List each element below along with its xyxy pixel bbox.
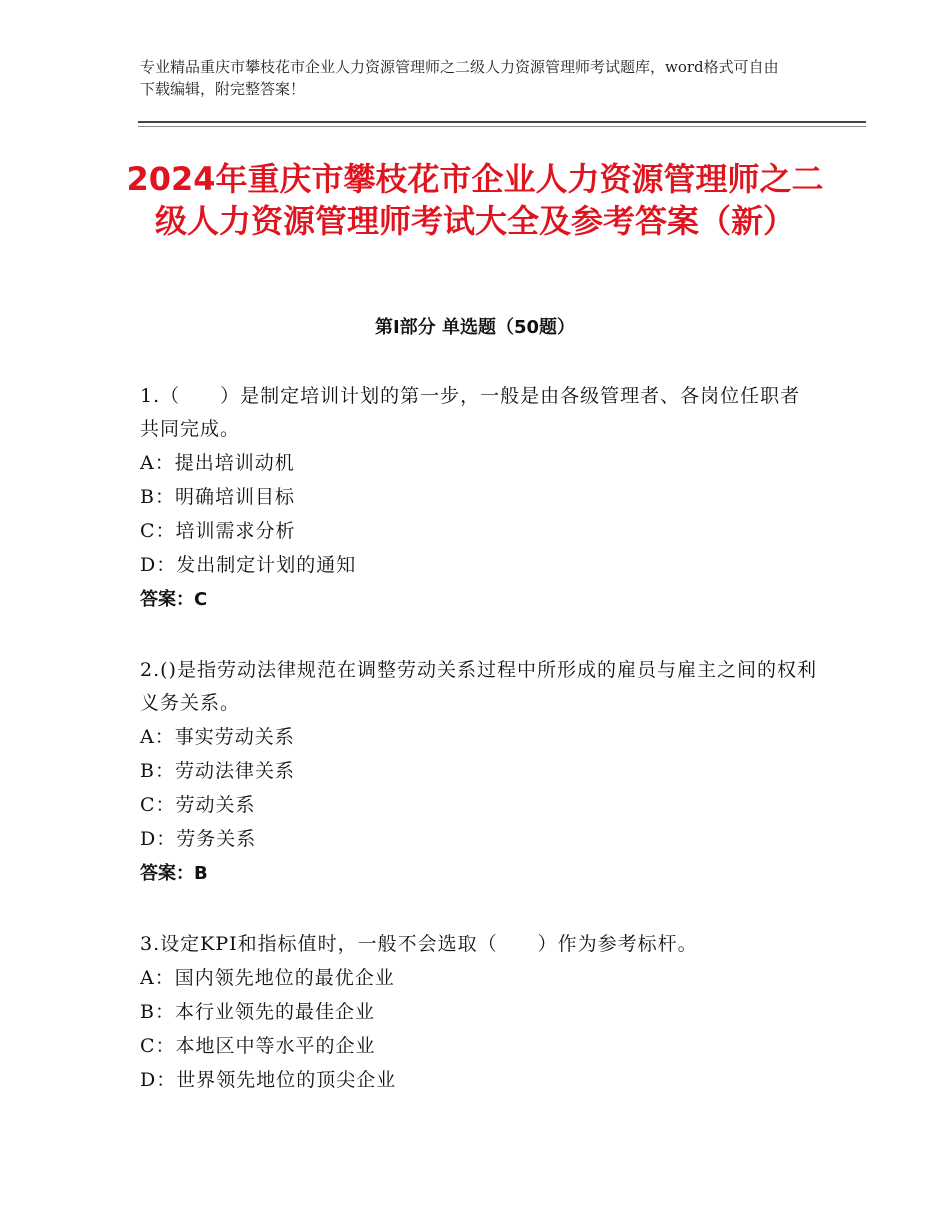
option-c: C：本地区中等水平的企业 <box>140 1035 376 1057</box>
question-stem: 2.()是指劳动法律规范在调整劳动关系过程中所形成的雇员与雇主之间的权利义务关系。 <box>140 659 817 714</box>
header-divider <box>138 121 866 123</box>
answer: 答案：B <box>140 863 208 884</box>
question-stem: 3.设定KPI和指标值时，一般不会选取（ ）作为参考标杆。 <box>140 933 698 955</box>
option-b: B：本行业领先的最佳企业 <box>140 1001 375 1023</box>
option-a: A：提出培训动机 <box>140 452 295 474</box>
header-note: 专业精品重庆市攀枝花市企业人力资源管理师之二级人力资源管理师考试题库，word格式可自由下载编辑，附完整答案！ <box>140 58 779 98</box>
option-c: C：培训需求分析 <box>140 520 296 542</box>
option-d: D：世界领先地位的顶尖企业 <box>140 1069 397 1091</box>
option-b: B：明确培训目标 <box>140 486 295 508</box>
option-a: A：事实劳动关系 <box>140 726 295 748</box>
option-b: B：劳动法律关系 <box>140 760 295 782</box>
header-divider-thin <box>138 126 866 127</box>
option-a: A：国内领先地位的最优企业 <box>140 967 395 989</box>
option-c: C：劳动关系 <box>140 794 256 816</box>
question-3 <box>140 928 820 1097</box>
question-2 <box>140 654 820 892</box>
question-1 <box>140 380 820 618</box>
answer: 答案：C <box>140 589 208 610</box>
option-d: D：发出制定计划的通知 <box>140 554 357 576</box>
question-stem: 1.（ ）是制定培训计划的第一步，一般是由各级管理者、各岗位任职者共同完成。 <box>140 385 801 440</box>
option-d: D：劳务关系 <box>140 828 257 850</box>
section-title: 第Ⅰ部分 单选题（50题） <box>374 317 575 338</box>
document-title: 2024年重庆市攀枝花市企业人力资源管理师之二级人力资源管理师考试大全及参考答案（新） <box>126 160 824 240</box>
